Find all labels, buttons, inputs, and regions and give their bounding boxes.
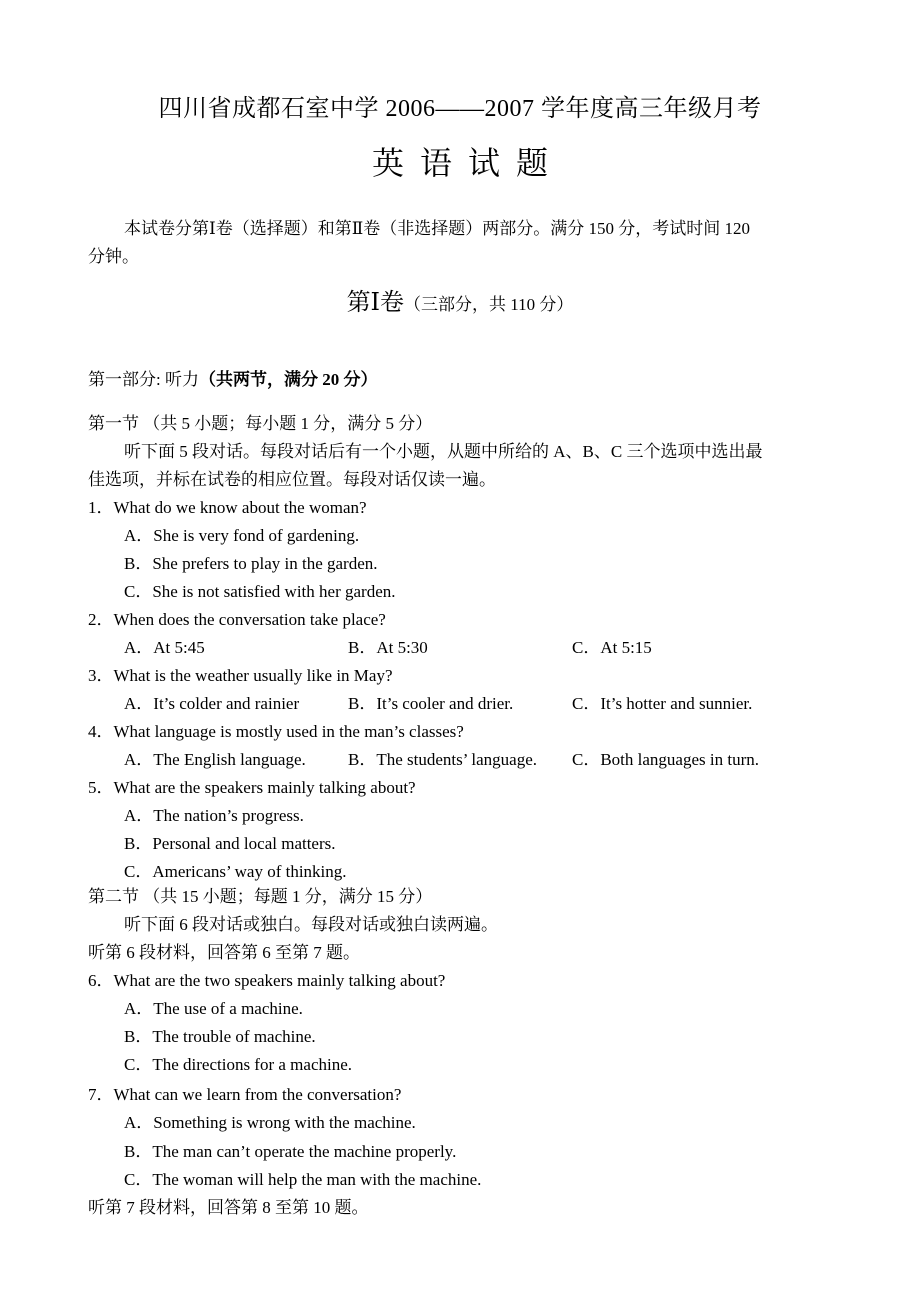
material-6-note: 听第 6 段材料，回答第 6 至第 7 题。 — [88, 943, 360, 962]
question-3: 3．What is the weather usually like in May? — [88, 666, 393, 685]
question-7: 7．What can we learn from the conversation? — [88, 1085, 402, 1104]
section1-instruction-1: 听下面 5 段对话。每段对话后有一个小题，从题中所给的 A、B、C 三个选项中选出最 — [124, 442, 763, 461]
q6-option-c: C．The directions for a machine. — [124, 1055, 353, 1074]
question-5: 5．What are the speakers mainly talking about? — [88, 778, 416, 797]
q6-option-a: A．The use of a machine. — [124, 999, 303, 1018]
question-6: 6．What are the two speakers mainly talking about? — [88, 971, 446, 990]
q4-option-b: B．The students’ language. — [348, 750, 538, 769]
q3-option-c: C．It’s hotter and sunnier. — [572, 694, 753, 713]
q7-option-c: C．The woman will help the man with the machine. — [124, 1170, 482, 1189]
q4-option-c: C．Both languages in turn. — [572, 750, 759, 769]
q7-option-b: B．The man can’t operate the machine properly. — [124, 1142, 457, 1161]
q1-option-c: C．She is not satisfied with her garden. — [124, 582, 396, 601]
q2-option-a: A．At 5:45 — [124, 638, 205, 657]
question-2: 2．When does the conversation take place? — [88, 610, 386, 629]
section2-heading: 第二节 （共 15 小题；每题 1 分，满分 15 分） — [88, 887, 433, 906]
part1-heading-bold: （共两节，满分 20 分） — [198, 370, 378, 389]
school-title: 四川省成都石室中学 2006——2007 学年度高三年级月考 — [158, 96, 762, 122]
section1-instruction-2: 佳选项，并标在试卷的相应位置。每段对话仅读一遍。 — [88, 470, 496, 489]
part1-heading — [88, 370, 377, 390]
volume-title: 第Ⅰ卷 — [346, 290, 405, 316]
q5-option-c: C．Americans’ way of thinking. — [124, 862, 347, 881]
intro-line-2: 分钟。 — [88, 247, 139, 266]
section2-instruction: 听下面 6 段对话或独白。每段对话或独白读两遍。 — [124, 915, 498, 934]
q3-option-b: B．It’s cooler and drier. — [348, 694, 514, 713]
q1-option-b: B．She prefers to play in the garden. — [124, 554, 378, 573]
q2-option-c: C．At 5:15 — [572, 638, 652, 657]
volume-heading — [0, 282, 920, 317]
q5-option-a: A．The nation’s progress. — [124, 806, 304, 825]
q5-option-b: B．Personal and local matters. — [124, 834, 336, 853]
section1-heading: 第一节 （共 5 小题；每小题 1 分，满分 5 分） — [88, 414, 433, 433]
question-1: 1．What do we know about the woman? — [88, 498, 367, 517]
q4-option-a: A．The English language. — [124, 750, 306, 769]
part1-heading-prefix: 第一部分: 听力 — [88, 370, 199, 389]
volume-subtitle: （三部分，共 110 分） — [404, 295, 574, 314]
exam-title: 英语试题 — [371, 145, 564, 181]
material-7-note: 听第 7 段材料，回答第 8 至第 10 题。 — [88, 1198, 369, 1217]
q6-option-b: B．The trouble of machine. — [124, 1027, 316, 1046]
q1-option-a: A．She is very fond of gardening. — [124, 526, 360, 545]
q3-option-a: A．It’s colder and rainier — [124, 694, 300, 713]
intro-line-1: 本试卷分第Ⅰ卷（选择题）和第Ⅱ卷（非选择题）两部分。满分 150 分，考试时间 120 — [124, 219, 751, 238]
question-4: 4．What language is mostly used in the man’s classes? — [88, 722, 464, 741]
q7-option-a: A．Something is wrong with the machine. — [124, 1113, 416, 1132]
q2-option-b: B．At 5:30 — [348, 638, 428, 657]
